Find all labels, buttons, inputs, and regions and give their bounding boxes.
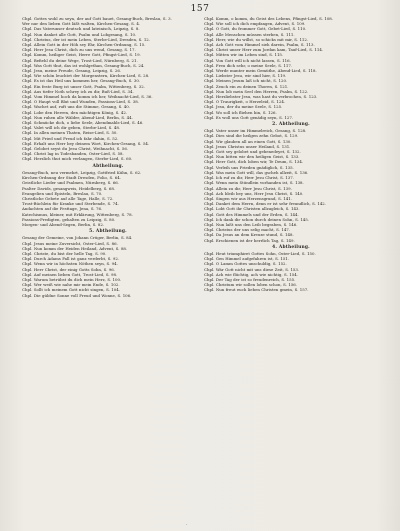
catalog-entry: Andachten auf die Festtage, Jena, S. 76. (22, 206, 103, 212)
section-heading: 4. Abtheilung. (272, 244, 310, 250)
catalog-entry: Chpl. O Gott, du frommer Gott, Gebet-Lied, S. 110. (204, 26, 307, 32)
catalog-entry: Chpl. Allein Gott in der Höh sey Ehr, Kirchen-Ordnung, S. 15. (22, 42, 146, 48)
catalog-entry: Chpl. Gott des Himmels und der Erden, S. 144. (204, 211, 299, 217)
catalog-entry: Trost-Büchlein für Kranke und Sterbende, S. 74. (22, 201, 119, 207)
catalog-entry: Chpl. Nun danket alle Gott, Psalm und Lobgesang, S. 10. (22, 31, 137, 37)
catalog-entry: Chpl. Das Vaterunser deutsch und lateinisch, Leipzig, S. 8. (22, 26, 140, 32)
catalog-entry: Chpl. Mit Fried und Freud ich fahr dahin, S. 52. (22, 135, 119, 141)
footer-mark: · (186, 522, 188, 528)
catalog-entry: Chpl. Liebster Jesu, wir sind hier, S. 119. (204, 73, 287, 79)
catalog-entry: Chpl. Wer weiß wie nahe mir mein Ende, S. 102. (22, 282, 120, 288)
catalog-entry: Chpl. Nun bitten wir den heiligen Geist, S. 133. (204, 154, 300, 160)
catalog-entry: Chpl. Meinen Jesum laß ich nicht, S. 120. (204, 78, 288, 84)
catalog-entry: Chpl. Wir glauben all an einen Gott, S. 130. (204, 138, 292, 144)
catalog-entry: Chpl. Herzlich thut mich verlangen, Sterbe-Lied, S. 60. (22, 156, 133, 162)
right-column (204, 16, 378, 521)
catalog-entry: Chpl. Vom Himmel hoch da komm ich her, Weihnacht-Lied, S. 36. (22, 94, 153, 100)
catalog-entry: Chpl. Wenn wir in höchsten Nöthen seyn, S. 94. (22, 261, 118, 267)
catalog-entry: Chpl. Verleih uns Frieden gnädiglich, S. 135. (204, 164, 294, 170)
catalog-entry: Chpl. Herr, wie du willst, so schicks mit mir, S. 112. (204, 36, 309, 42)
section-heading: 5. Abtheilung. (89, 229, 127, 235)
catalog-entry: Chpl. Es ist das Heil uns kommen her, Gesang-Buch, S. 30. (22, 78, 141, 84)
catalog-entry: Chpl. Der Tag der ist so freudenreich, S. 155. (204, 276, 296, 282)
catalog-entry: Chpl. Nun komm der Heiden Heiland, Advent, S. 88. (22, 245, 128, 251)
catalog-entry: Chpl. Jesus meine Zuversicht, Oster-Lied, S. 86. (22, 240, 118, 246)
catalog-entry: Chpl. Danket dem Herrn, denn er ist sehr freundlich, S. 142. (204, 201, 327, 207)
catalog-entry: Chpl. Ach bleib bey uns, Herr Jesu Christ, S. 140. (204, 190, 304, 196)
catalog-entry: Chpl. Ach Gott vom Himmel sieh darein, Psalm, S. 113. (204, 42, 315, 48)
catalog-entry: Psalter Davids, gesangweis, Heidelberg, S. 68. (22, 185, 116, 191)
catalog-entry: Chpl. Sollt ich meinem Gott nicht singen, S. 104. (22, 287, 120, 293)
catalog-entry: Chpl. Mitten wir im Leben sind, S. 115. (204, 52, 284, 58)
catalog-entry: Passions-Predigten, gehalten zu Leipzig, S. 80. (22, 216, 116, 222)
catalog-entry: Gesang der Gemeine, von Johann Crüger, Berlin, S. 84. (22, 235, 133, 241)
catalog-entry: Chpl. Christum wir sollen loben schon, S. 156. (204, 282, 298, 288)
catalog-entry: Chpl. Warum betrübst du dich mein Herz, S. 100. (22, 276, 122, 282)
catalog-entry: Chpl. O Lamm Gottes unschuldig, S. 152. (204, 261, 287, 267)
catalog-entry: Chpl. O Haupt voll Blut und Wunden, Passions-Lied, S. 38. (22, 99, 139, 105)
catalog-entry: Chpl. Durch Adams Fall ist ganz verderbt, S. 92. (22, 256, 120, 262)
catalog-entry: Chpl. Nun laßt uns den Leib begraben, S. 146. (204, 221, 298, 227)
catalog-entry: Evangelien und Episteln, Breslau, S. 70. (22, 190, 103, 196)
catalog-entry: Chpl. Ich dank dir schon durch deinen Sohn, S. 145. (204, 216, 309, 222)
page-number: 157 (190, 4, 210, 14)
catalog-entry: Katechismus, kleiner, mit Erklärung, Wittenberg, S. 78. (22, 211, 133, 217)
section-heading: Abtheilung. (92, 163, 124, 169)
catalog-entry: Chpl. Von Gott will ich nicht lassen, S. 116. (204, 57, 291, 63)
catalog-entry: Chpl. Da Jesus an dem Kreuze stund, S. 148. (204, 232, 294, 238)
catalog-entry: Chpl. Heut triumphiret Gottes Sohn, Oster-Lied, S. 150. (204, 250, 316, 256)
catalog-entry: Chpl. Befiehl du deine Wege, Trost-Lied, Nürnberg, S. 21. (22, 57, 138, 63)
catalog-entry: Chpl. Wachet auf, ruft uns die Stimme, Gesang, S. 40. (22, 104, 130, 110)
catalog-entry: Chpl. Gen Himmel aufgefahren ist, S. 151. (204, 256, 290, 262)
catalog-entry: Chpl. Herr Jesu Christ, dich zu uns wend, Gesang, S. 17. (22, 47, 136, 53)
catalog-entry: Gesang-Buch, neu vermehrt, Leipzig, Gottfried Kühn, S. 62. (22, 169, 142, 175)
catalog-entry: Chpl. Erhalt uns Herr bey deinem Wort, Kirchen-Gesang, S. 54. (22, 140, 150, 146)
catalog-entry: Chpl. Christe, du bist der helle Tag, S. 90. (22, 250, 107, 256)
catalog-entry: Chpl. Herr Gott, dich loben wir, Te Deum, S. 134. (204, 159, 304, 165)
catalog-entry: Chpl. Dies sind die heilgen zehn Gebot, S. 129. (204, 133, 299, 139)
catalog-entry: Chpl. Singen wir aus Herzensgrund, S. 141. (204, 195, 292, 201)
catalog-entry: Chpl. Wo soll ich fliehen hin, S. 126. (204, 109, 277, 115)
catalog-entry: Chpl. Freu dich sehr, o meine Seele, S. 117. (204, 62, 293, 68)
catalog-entry: Chpl. Was Gott thut, das ist wohlgethan, Gesang-Buch, S. 24. (22, 62, 145, 68)
catalog-entry: Chpl. Jesu, der du meine Seele, S. 125. (204, 104, 283, 110)
catalog-entry: Chpl. Alle Menschen müssen sterben, S. 111. (204, 31, 295, 37)
catalog-entry: Chpl. Gott sey gelobet und gebenedeyet, S. 132. (204, 149, 301, 155)
catalog-entry: Chpl. O Traurigkeit, o Herzeleid, S. 124. (204, 99, 286, 105)
catalog-entry: Morgen- und Abend-Segen, Berlin, S. 82. (22, 221, 105, 227)
catalog-entry: Chpl. Zeuch ein zu deinen Thoren, S. 121. (204, 83, 289, 89)
catalog-entry: Chpl. Gelobet seyst du Jesu Christ, Weihnacht, S. 56. (22, 146, 129, 152)
catalog-entry: Chpl. Die güldne Sonne voll Freud und Wonne, S. 106. (22, 292, 132, 298)
catalog-entry: Chpl. Wenn mein Stündlein vorhanden ist, S. 138. (204, 180, 304, 186)
catalog-entry: Chpl. Jesu, meine Freude, Gesang, Leipzig, S. 26. (22, 68, 122, 74)
catalog-entry: Chpl. Valet will ich dir geben, Sterbe-Lied, S. 48. (22, 125, 121, 131)
catalog-entry: Chpl. Werde munter mein Gemüthe, Abend-Lied, S. 118. (204, 68, 317, 74)
catalog-entry: Chpl. Christ unser Herr zum Jordan kam, Tauf-Lied, S. 114. (204, 47, 324, 53)
catalog-entry: Chpl. Komm, o komm, du Geist des Lebens, Pfingst-Lied, S. 108. (204, 16, 334, 21)
catalog-entry: Chpl. Wie soll ich dich empfangen, Advent, S. 109. (204, 21, 306, 27)
catalog-entry: Chpl. Auf meinen lieben Gott, Trost-Lied, S. 98. (22, 271, 118, 277)
catalog-entry: Chpl. Nun ruhen alle Wälder, Abend-Lied, Berlin, S. 44. (22, 114, 133, 120)
catalog-entry: Chpl. Herzliebster Jesu, was hast du verbrochen, S. 123. (204, 94, 318, 100)
catalog-entry: Chpl. Ich ruf zu dir, Herr Jesu Christ, S. 137. (204, 175, 294, 181)
catalog-entry: Chpl. Jesus Christus unser Heiland, S. 131. (204, 143, 291, 149)
catalog-entry: Chpl. Komm, heiliger Geist, Herre Gott, Pfingst-Lied, S. 19. (22, 52, 141, 58)
catalog-entry: Chpl. Allein zu dir, Herr Jesu Christ, S. 139. (204, 185, 292, 191)
catalog-entry: Chpl. Christus, der ist mein Leben, Sterbe-Lied, Dresden, S. 12. (22, 36, 151, 42)
catalog-entry: Kirchen-Ordnung der Stadt Dresden, Folio, S. 64. (22, 175, 121, 181)
catalog-entry: Chpl. Herr Christ, der einig Gotts Sohn, S. 96. (22, 266, 115, 272)
catalog-entry: Chpl. Ach wie flüchtig, ach wie nichtig, S. 154. (204, 271, 298, 277)
catalog-entry: Chpl. Erschienen ist der herrlich Tag, S. 149. (204, 237, 295, 243)
section-heading: 2. Abtheilung. (272, 122, 310, 128)
catalog-entry: Chpl. Schmücke dich, o liebe Seele, Abendmahls-Lied, S. 46. (22, 120, 144, 126)
catalog-entry: Chpl. Gottes wohl zu seyn, der auf Gott bauet, Gesang-Buch, Breslau, S. 3. (22, 16, 172, 21)
catalog-entry: Chpl. Nun lob mein Seel den Herren, Psalm, S. 122. (204, 88, 309, 94)
catalog-entry: Chpl. Nun freut euch lieben Christen gmein, S. 157. (204, 287, 309, 293)
catalog-entry: Wer nur den lieben Gott läßt walten, Kirchen-Gesang, S. 4. (22, 21, 141, 27)
catalog-entry: Chpl. Christus der uns selig macht, S. 147. (204, 227, 291, 233)
catalog-entry: Chpl. Vater unser im Himmelreich, Gesang, S. 128. (204, 128, 307, 134)
catalog-entry: Chpl. Aus tiefer Noth schrey ich zu dir, Buß-Lied, S. 34. (22, 88, 134, 94)
catalog-entry: Chpl. Christ lag in Todesbanden, Oster-Lied, S. 58. (22, 151, 124, 157)
catalog-entry: Geistliche Lieder und Psalmen, Nürnberg, S. 66. (22, 180, 120, 186)
catalog-entry: Christliche Gebete auf alle Tage, Halle, S. 72. (22, 195, 114, 201)
catalog-entry: Chpl. Ein feste Burg ist unser Gott, Psalm, Wittenberg, S. 32. (22, 83, 145, 89)
catalog-entry: Chpl. Wie schön leuchtet der Morgenstern, Kirchen-Lied, S. 28. (22, 73, 150, 79)
left-column (22, 16, 194, 521)
catalog-entry: Chpl. Lobt Gott ihr Christen allzugleich, S. 143. (204, 206, 300, 212)
catalog-entry: Chpl. Es woll uns Gott genädig seyn, S. 127. (204, 114, 294, 120)
catalog-entry: Chpl. In allen meinen Thaten, Reise-Lied, S. 50. (22, 130, 118, 136)
catalog-entry: Chpl. Wär Gott nicht mit uns diese Zeit, S. 153. (204, 266, 300, 272)
catalog-entry: Chpl. Was mein Gott will, das gscheh allzeit, S. 136. (204, 169, 309, 175)
catalog-entry: Chpl. Lobe den Herren, den mächtigen König, S. 42. (22, 109, 128, 115)
